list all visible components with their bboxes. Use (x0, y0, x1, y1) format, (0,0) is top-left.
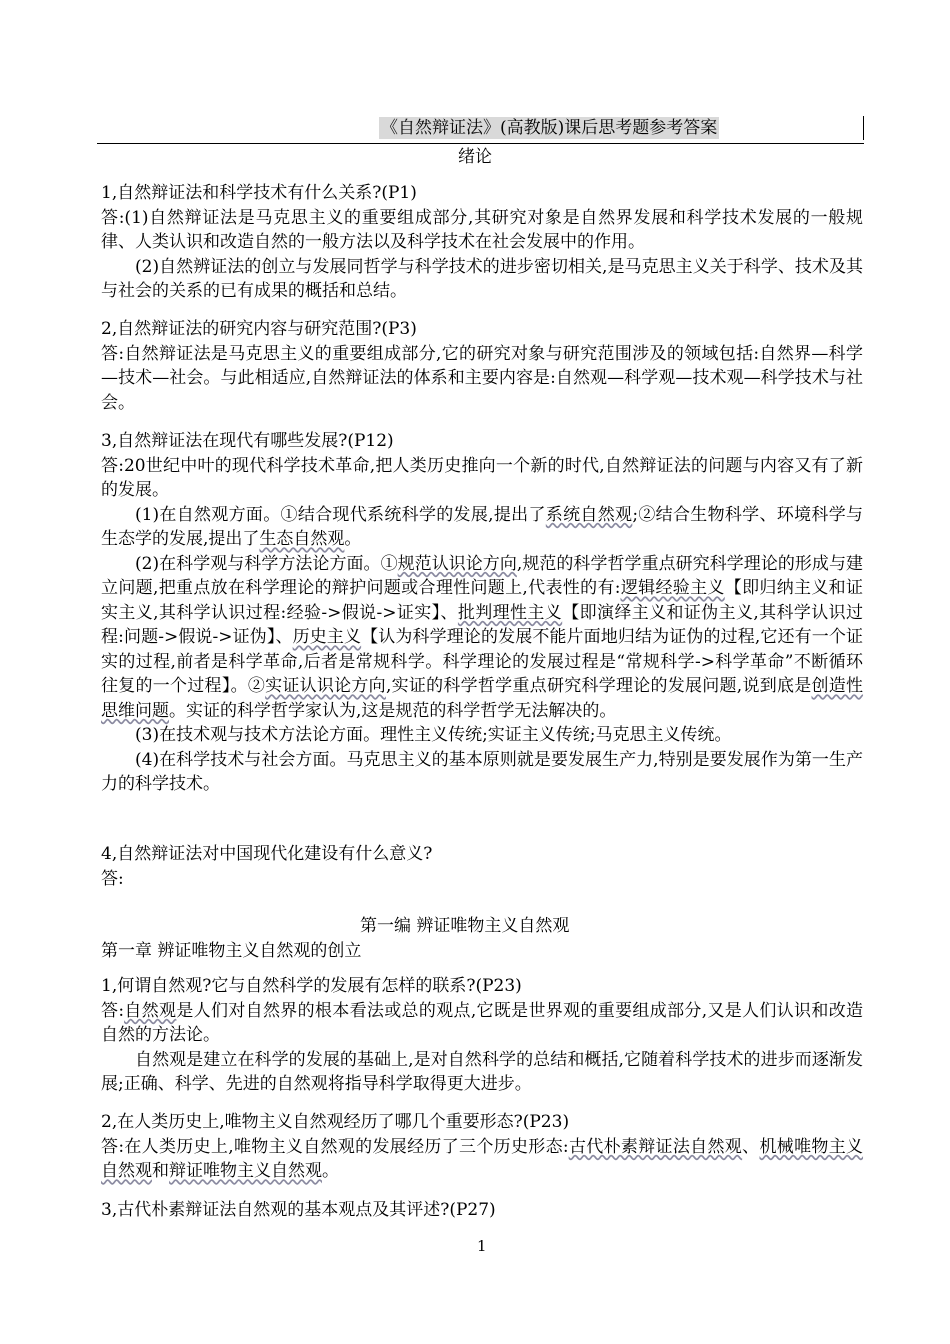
answer-2: 答:自然辩证法是马克思主义的重要组成部分,它的研究对象与研究范围涉及的领域包括:自然界—科学—技术—社会。与此相适应,自然辩证法的体系和主要内容是:自然观—科学观—技术观—科学技术与社会。 (101, 343, 863, 413)
term-mechanical-materialism: 机械唯物主义自然观 (101, 1136, 864, 1181)
page-number: 1 (477, 1237, 487, 1255)
question-3-block (101, 429, 863, 797)
term-nature-view: 自然观 (124, 1000, 177, 1021)
answer-3-point-2: (2)在科学观与科学方法论方面。①规范认识论方向,规范的科学哲学重点研究科学理论的形成与建立问题,把重点放在科学理论的辩护问题或合理性问题上,代表性的有:逻辑经验主义【即归纳主义和证实主义,其科学认识过程:经验->假说->证实】、批判理性主义【即演绎主义和证伪主义,其科学认识过程:问题->假说->证伪】、历史主义【认为科学理论的发展不能片面地归结为证伪的过程,它还有一个证实的过程,前者是科学革命,后者是常规科学。科学理论的发展过程是“常规科学->科学革命”不断循环往复的一个过程】。②实证认识论方向,实证的科学哲学重点研究科学理论的发展问题,说到底是创造性思维问题。实证的科学哲学家认为,这是规范的科学哲学无法解决的。 (101, 553, 864, 721)
term-dialectical-materialism: 辩证唯物主义自然观 (169, 1161, 322, 1181)
term-positivist-epistemology: 实证认识论方向 (265, 676, 386, 696)
chapter-1-answer-1: 答:自然观是人们对自然界的根本看法或总的观点,它既是世界观的重要组成部分,又是人们认识和改造自然的方法论。 (101, 1000, 864, 1045)
chapter-1-answer-2: 答:在人类历史上,唯物主义自然观的发展经历了三个历史形态:古代朴素辩证法自然观、机械唯物主义自然观和辩证唯物主义自然观。 (101, 1136, 864, 1181)
chapter-1-question-1-block (101, 974, 863, 1097)
term-systems-nature-view: 系统自然观 (545, 504, 633, 525)
answer-3-point-3: (3)在技术观与技术方法论方面。理性主义传统;实证主义传统;马克思主义传统。 (135, 725, 732, 745)
page-header (97, 116, 864, 144)
question-2-block (101, 317, 863, 415)
chapter-1-question-3-block (101, 1198, 863, 1223)
chapter-1-question-2: 2,在人类历史上,唯物主义自然观经历了哪几个重要形态?(P23) (101, 1112, 570, 1132)
chapter-1-question-3: 3,古代朴素辩证法自然观的基本观点及其评述?(P27) (101, 1200, 496, 1220)
question-4: 4,自然辩证法对中国现代化建设有什么意义? (101, 844, 433, 864)
chapter-1-question-1: 1,何谓自然观?它与自然科学的发展有怎样的联系?(P23) (101, 976, 522, 996)
question-1-block (101, 181, 863, 304)
chapter-one-heading: 第一章 辨证唯物主义自然观的创立 (101, 941, 362, 961)
term-normative-epistemology: 规范认识论方向 (397, 553, 517, 574)
question-4-block (101, 842, 863, 891)
question-2: 2,自然辩证法的研究内容与研究范围?(P3) (101, 319, 417, 339)
answer-4: 答: (101, 868, 124, 889)
answer-3-point-4: (4)在科学技术与社会方面。马克思主义的基本原则就是要发展生产力,特别是要发展作为第一生产力的科学技术。 (101, 749, 863, 794)
document-title: 《自然辩证法》(高教版)课后思考题参考答案 (381, 118, 718, 138)
chapter-1-answer-1-part-2: 自然观是建立在科学的发展的基础上,是对自然科学的总结和概括,它随着科学技术的进步而逐渐发展;正确、科学、先进的自然观将指导科学取得更大进步。 (101, 1049, 863, 1094)
term-logical-empiricism: 逻辑经验主义 (620, 578, 725, 598)
answer-3-point-1: (1)在自然观方面。①结合现代系统科学的发展,提出了系统自然观;②结合生物科学、环境科学与生态学的发展,提出了生态自然观。 (101, 504, 864, 549)
part-one-heading: 第一编 辨证唯物主义自然观 (360, 916, 570, 936)
section-intro-heading: 绪论 (458, 147, 492, 167)
chapter-1-question-2-block (101, 1110, 863, 1184)
question-3: 3,自然辩证法在现代有哪些发展?(P12) (101, 431, 394, 451)
term-creative-thinking: 创造性思维问题 (101, 676, 864, 721)
term-historicism: 历史主义 (292, 627, 362, 647)
question-1: 1,自然辩证法和科学技术有什么关系?(P1) (101, 183, 417, 203)
term-ancient-naive-dialectics: 古代朴素辩证法自然观 (568, 1136, 743, 1157)
term-critical-rationalism: 批判理性主义 (457, 602, 563, 623)
answer-1-part-1: 答:(1)自然辩证法是马克思主义的重要组成部分,其研究对象是自然界发展和科学技术发展的一般规律、人类认识和改造自然的一般方法以及科学技术在社会发展中的作用。 (101, 207, 863, 252)
answer-1-part-2: (2)自然辨证法的创立与发展同哲学与科学技术的进步密切相关,是马克思主义关于科学、技术及其与社会的关系的已有成果的概括和总结。 (101, 256, 863, 301)
term-ecological-nature-view: 生态自然观 (259, 529, 345, 549)
answer-3-intro: 答:20世纪中叶的现代科学技术革命,把人类历史推向一个新的时代,自然辩证法的问题与内容又有了新的发展。 (101, 455, 863, 500)
